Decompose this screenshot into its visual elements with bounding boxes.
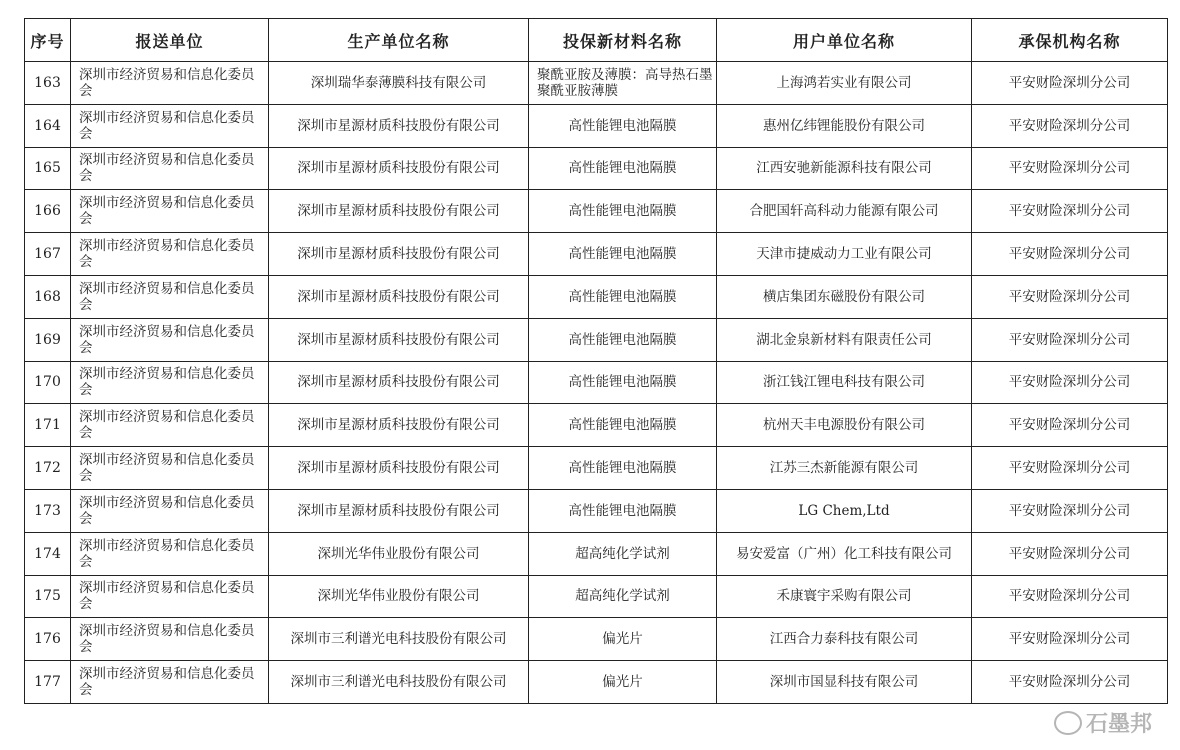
- cell-index: 171: [25, 404, 71, 447]
- cell-producer: 深圳市星源材质科技股份有限公司: [269, 233, 529, 276]
- cell-insurer: 平安财险深圳分公司: [972, 104, 1168, 147]
- cell-insurer: 平安财险深圳分公司: [972, 147, 1168, 190]
- cell-material: 偏光片: [529, 618, 717, 661]
- cell-material: 偏光片: [529, 661, 717, 704]
- cell-insurer: 平安财险深圳分公司: [972, 447, 1168, 490]
- cell-material: 高性能锂电池隔膜: [529, 489, 717, 532]
- header-submitting-unit: 报送单位: [71, 19, 269, 62]
- table-row: [25, 275, 1168, 318]
- cell-submitting-unit: 深圳市经济贸易和信息化委员会: [71, 190, 269, 233]
- cell-index: 164: [25, 104, 71, 147]
- cell-material: 高性能锂电池隔膜: [529, 104, 717, 147]
- header-user-unit: 用户单位名称: [717, 19, 972, 62]
- cell-user-unit: 易安爱富（广州）化工科技有限公司: [717, 532, 972, 575]
- cell-submitting-unit: 深圳市经济贸易和信息化委员会: [71, 575, 269, 618]
- cell-submitting-unit: 深圳市经济贸易和信息化委员会: [71, 532, 269, 575]
- cell-user-unit: 禾康寰宇采购有限公司: [717, 575, 972, 618]
- cell-material: 高性能锂电池隔膜: [529, 404, 717, 447]
- cell-user-unit: 江西合力泰科技有限公司: [717, 618, 972, 661]
- table-row: [25, 233, 1168, 276]
- cell-material: 超高纯化学试剂: [529, 575, 717, 618]
- cell-submitting-unit: 深圳市经济贸易和信息化委员会: [71, 62, 269, 105]
- cell-producer: 深圳市星源材质科技股份有限公司: [269, 190, 529, 233]
- cell-index: 177: [25, 661, 71, 704]
- cell-index: 176: [25, 618, 71, 661]
- cell-index: 173: [25, 489, 71, 532]
- cell-submitting-unit: 深圳市经济贸易和信息化委员会: [71, 404, 269, 447]
- cell-submitting-unit: 深圳市经济贸易和信息化委员会: [71, 661, 269, 704]
- cell-material: 高性能锂电池隔膜: [529, 233, 717, 276]
- cell-submitting-unit: 深圳市经济贸易和信息化委员会: [71, 447, 269, 490]
- table-row: [25, 575, 1168, 618]
- table-row: [25, 404, 1168, 447]
- cell-producer: 深圳市星源材质科技股份有限公司: [269, 104, 529, 147]
- header-index: 序号: [25, 19, 71, 62]
- table-row: [25, 147, 1168, 190]
- cell-index: 166: [25, 190, 71, 233]
- cell-insurer: 平安财险深圳分公司: [972, 575, 1168, 618]
- wechat-icon: [1054, 711, 1082, 735]
- cell-producer: 深圳瑞华泰薄膜科技有限公司: [269, 62, 529, 105]
- cell-producer: 深圳市星源材质科技股份有限公司: [269, 447, 529, 490]
- cell-index: 169: [25, 318, 71, 361]
- table-row: [25, 318, 1168, 361]
- cell-user-unit: 浙江钱江锂电科技有限公司: [717, 361, 972, 404]
- cell-insurer: 平安财险深圳分公司: [972, 361, 1168, 404]
- cell-user-unit: 江苏三杰新能源有限公司: [717, 447, 972, 490]
- cell-producer: 深圳市星源材质科技股份有限公司: [269, 489, 529, 532]
- cell-insurer: 平安财险深圳分公司: [972, 618, 1168, 661]
- cell-insurer: 平安财险深圳分公司: [972, 661, 1168, 704]
- cell-insurer: 平安财险深圳分公司: [972, 532, 1168, 575]
- cell-index: 163: [25, 62, 71, 105]
- cell-producer: 深圳市星源材质科技股份有限公司: [269, 275, 529, 318]
- table-header-row: [25, 19, 1168, 62]
- table-row: [25, 190, 1168, 233]
- cell-index: 175: [25, 575, 71, 618]
- cell-user-unit: 横店集团东磁股份有限公司: [717, 275, 972, 318]
- table-row: [25, 661, 1168, 704]
- cell-producer: 深圳市星源材质科技股份有限公司: [269, 404, 529, 447]
- cell-producer: 深圳市三利谱光电科技股份有限公司: [269, 618, 529, 661]
- cell-user-unit: 江西安驰新能源科技有限公司: [717, 147, 972, 190]
- cell-submitting-unit: 深圳市经济贸易和信息化委员会: [71, 618, 269, 661]
- cell-insurer: 平安财险深圳分公司: [972, 190, 1168, 233]
- cell-material: 高性能锂电池隔膜: [529, 190, 717, 233]
- cell-producer: 深圳市星源材质科技股份有限公司: [269, 361, 529, 404]
- cell-index: 170: [25, 361, 71, 404]
- cell-user-unit: 惠州亿纬锂能股份有限公司: [717, 104, 972, 147]
- cell-user-unit: 合肥国轩高科动力能源有限公司: [717, 190, 972, 233]
- cell-producer: 深圳光华伟业股份有限公司: [269, 532, 529, 575]
- cell-material: 高性能锂电池隔膜: [529, 361, 717, 404]
- cell-material: 高性能锂电池隔膜: [529, 275, 717, 318]
- cell-producer: 深圳市星源材质科技股份有限公司: [269, 147, 529, 190]
- cell-producer: 深圳市三利谱光电科技股份有限公司: [269, 661, 529, 704]
- insurance-table: [24, 18, 1168, 704]
- cell-insurer: 平安财险深圳分公司: [972, 62, 1168, 105]
- watermark: [1054, 707, 1152, 738]
- cell-user-unit: 深圳市国显科技有限公司: [717, 661, 972, 704]
- cell-submitting-unit: 深圳市经济贸易和信息化委员会: [71, 233, 269, 276]
- table-row: [25, 532, 1168, 575]
- cell-material: 超高纯化学试剂: [529, 532, 717, 575]
- table-row: [25, 104, 1168, 147]
- cell-submitting-unit: 深圳市经济贸易和信息化委员会: [71, 104, 269, 147]
- cell-index: 167: [25, 233, 71, 276]
- header-material: 投保新材料名称: [529, 19, 717, 62]
- cell-user-unit: 上海鸿若实业有限公司: [717, 62, 972, 105]
- table-row: [25, 447, 1168, 490]
- cell-material: 高性能锂电池隔膜: [529, 318, 717, 361]
- watermark-text: 石墨邦: [1085, 711, 1152, 737]
- cell-index: 174: [25, 532, 71, 575]
- table-row: [25, 62, 1168, 105]
- cell-user-unit: 湖北金泉新材料有限责任公司: [717, 318, 972, 361]
- cell-submitting-unit: 深圳市经济贸易和信息化委员会: [71, 147, 269, 190]
- cell-index: 172: [25, 447, 71, 490]
- cell-insurer: 平安财险深圳分公司: [972, 404, 1168, 447]
- header-insurer: 承保机构名称: [972, 19, 1168, 62]
- cell-index: 168: [25, 275, 71, 318]
- cell-producer: 深圳市星源材质科技股份有限公司: [269, 318, 529, 361]
- cell-producer: 深圳光华伟业股份有限公司: [269, 575, 529, 618]
- cell-insurer: 平安财险深圳分公司: [972, 489, 1168, 532]
- table-row: [25, 618, 1168, 661]
- insurance-table-container: [24, 18, 1167, 704]
- cell-index: 165: [25, 147, 71, 190]
- cell-user-unit: LG Chem,Ltd: [717, 489, 972, 532]
- cell-submitting-unit: 深圳市经济贸易和信息化委员会: [71, 489, 269, 532]
- header-producer: 生产单位名称: [269, 19, 529, 62]
- cell-insurer: 平安财险深圳分公司: [972, 318, 1168, 361]
- table-row: [25, 361, 1168, 404]
- cell-submitting-unit: 深圳市经济贸易和信息化委员会: [71, 361, 269, 404]
- cell-insurer: 平安财险深圳分公司: [972, 275, 1168, 318]
- cell-material: 聚酰亚胺及薄膜：高导热石墨聚酰亚胺薄膜: [529, 62, 717, 105]
- cell-material: 高性能锂电池隔膜: [529, 447, 717, 490]
- cell-material: 高性能锂电池隔膜: [529, 147, 717, 190]
- table-row: [25, 489, 1168, 532]
- cell-submitting-unit: 深圳市经济贸易和信息化委员会: [71, 275, 269, 318]
- cell-user-unit: 天津市捷威动力工业有限公司: [717, 233, 972, 276]
- cell-submitting-unit: 深圳市经济贸易和信息化委员会: [71, 318, 269, 361]
- cell-insurer: 平安财险深圳分公司: [972, 233, 1168, 276]
- cell-user-unit: 杭州天丰电源股份有限公司: [717, 404, 972, 447]
